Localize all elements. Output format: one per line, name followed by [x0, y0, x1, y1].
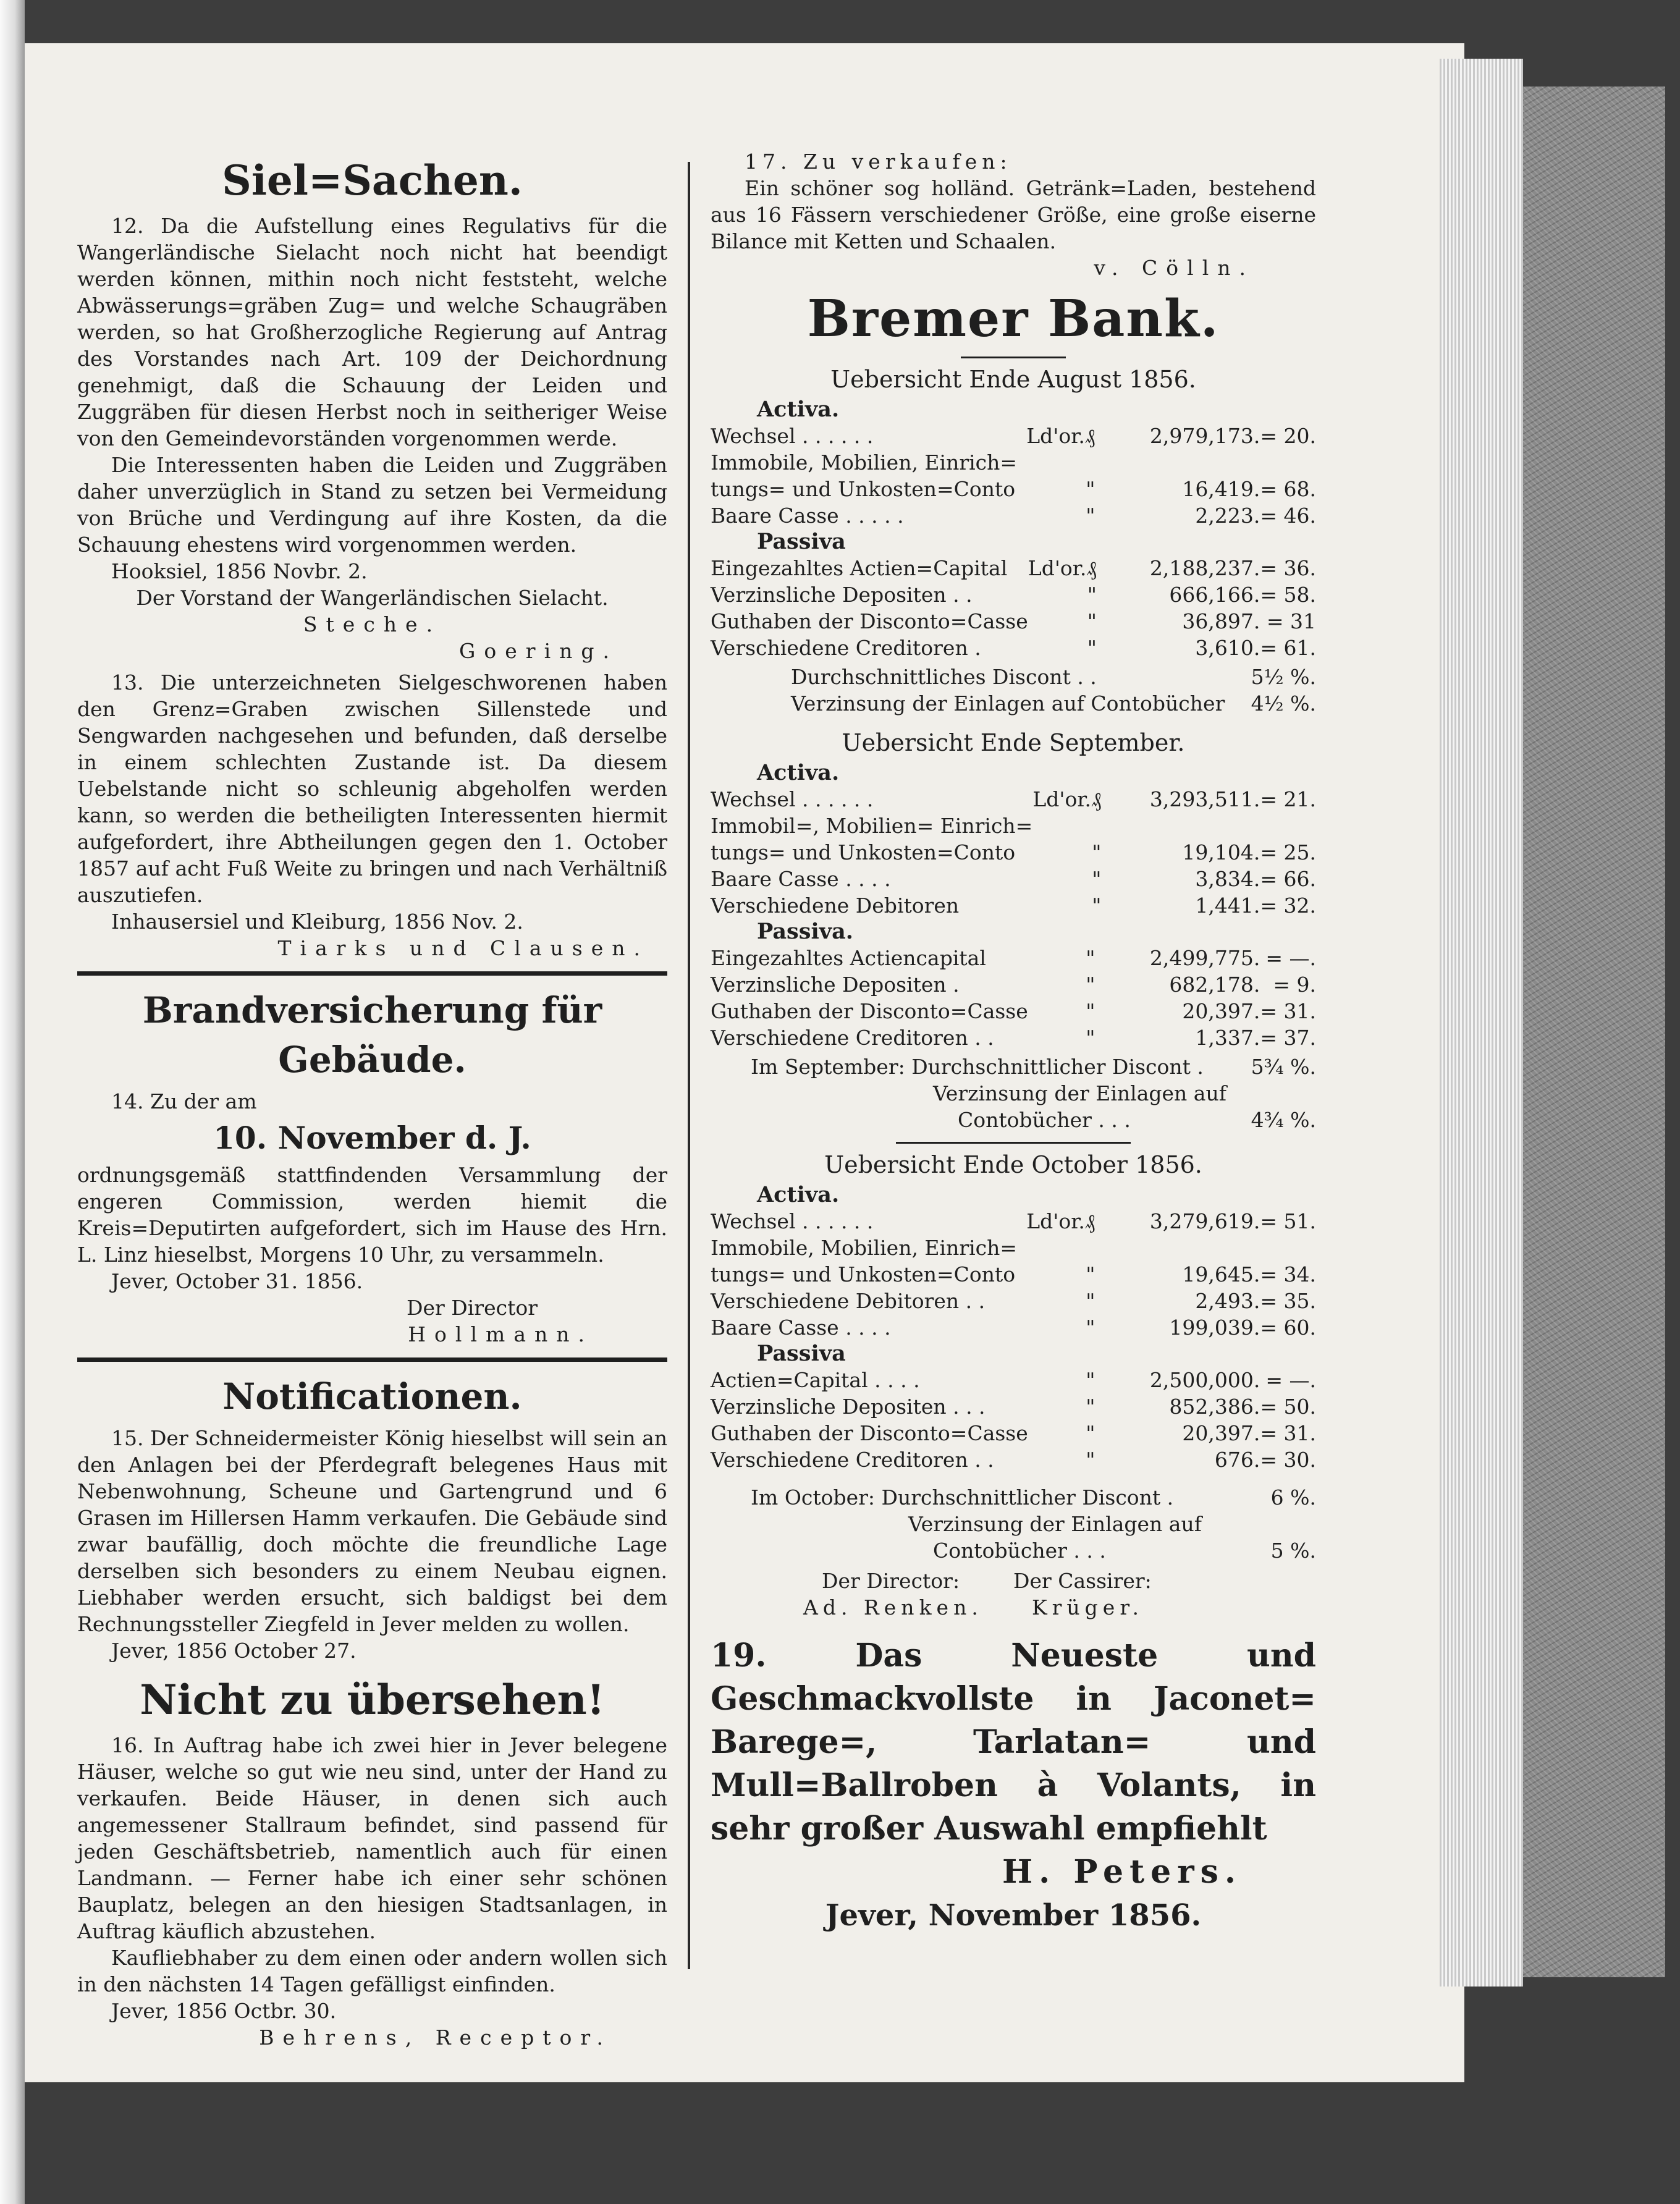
- ledger-amount: 682,178.: [1169, 973, 1260, 997]
- note-label: Verzinsung der Einlagen auf: [933, 1081, 1226, 1105]
- ledger-label: tungs= und Unkosten=Conto: [711, 1262, 1016, 1286]
- ledger-amount: 20,397.: [1182, 1421, 1260, 1445]
- ledger-fraction: = 58.: [1260, 583, 1316, 607]
- bank-title: Bremer Bank.: [807, 289, 1220, 348]
- ledger-row: [711, 1393, 1316, 1420]
- section-title: Notificationen.: [222, 1375, 522, 1417]
- note-value: 5¾ %.: [1251, 1055, 1316, 1079]
- ledger-row: [711, 1024, 1316, 1051]
- ledger-currency: Ld'or.₰: [1032, 787, 1102, 811]
- notice-organization: Der Vorstand der Wangerländischen Sielacht.: [136, 586, 609, 610]
- ledger-fraction: = 30.: [1260, 1448, 1316, 1472]
- notice-place-date: Jever, 1856 October 27.: [111, 1639, 357, 1663]
- activa-label: Activa.: [757, 760, 840, 785]
- ledger-row: [711, 1446, 1316, 1473]
- signature-role: Der Cassirer:: [1013, 1569, 1152, 1593]
- note-value: 5 %.: [1270, 1539, 1316, 1563]
- ledger-fraction: = 35.: [1260, 1289, 1316, 1313]
- ledger-currency: [1026, 1235, 1102, 1261]
- ledger-label: Wechsel . . . . . .: [711, 424, 874, 448]
- balance-heading: Uebersicht Ende October 1856.: [824, 1151, 1202, 1178]
- ledger-currency: [1026, 449, 1102, 476]
- activa-table: [711, 1208, 1316, 1341]
- note-row: [711, 1511, 1316, 1537]
- ledger-currency: [1032, 813, 1108, 839]
- signature: Tiarks und Clausen.: [277, 936, 649, 960]
- notice-16-continued: Kaufliebhaber zu dem einen oder andern wollen sich in den nächsten 14 Tagen gefälligst einfinden.: [77, 1946, 667, 1996]
- ledger-currency: ": [1086, 999, 1095, 1023]
- activa-label: Activa.: [757, 397, 840, 422]
- column-divider: [688, 162, 690, 1969]
- ledger-amount: 2,979,173.: [1149, 424, 1260, 448]
- page-edges: [1440, 59, 1523, 1987]
- notice-15: 15. Der Schneidermeister König hieselbst will sein an den Anlagen bei der Pferdegraft belegenes Haus mit Nebenwohnung, Scheune und Gartengrund und 6 Grasen im Hillersen Hamm verkaufen. Die Gebäude sind zwar baufällig, doch möchte die freundliche Lage derselben sich besonders zu einem Neubau eignen. Liebhaber werden ersucht, sich baldigst bei dem Rechnungssteller Ziegfeld in Jever melden zu wollen.: [77, 1426, 668, 1636]
- ledger-row: [711, 839, 1316, 866]
- ledger-label: Guthaben der Disconto=Casse: [711, 1421, 1028, 1445]
- ledger-label: Guthaben der Disconto=Casse: [711, 999, 1028, 1023]
- ledger-amount: 1,441.: [1195, 893, 1260, 918]
- advertisement-footer: Jever, November 1856.: [825, 1898, 1202, 1933]
- ledger-label: Verschiedene Debitoren . .: [711, 1289, 986, 1313]
- ledger-fraction: = 50.: [1260, 1395, 1316, 1419]
- ledger-amount: 16,419.: [1182, 477, 1260, 501]
- ledger-amount: 36,897.: [1182, 609, 1260, 633]
- balance-september: [711, 725, 1316, 1133]
- book-cover: [1523, 87, 1665, 1977]
- notice-14-intro: 14. Zu der am: [111, 1089, 257, 1113]
- ledger-currency: ": [1087, 609, 1097, 633]
- ledger-row: [711, 1208, 1316, 1235]
- ledger-label: Immobil=, Mobilien= Einrich=: [711, 814, 1033, 838]
- passiva-table: [711, 1367, 1316, 1473]
- notice-12-continued: Die Interessenten haben die Leiden und Zuggräben daher unverzüglich in Stand zu setzen bei Vermeidung von Brüche und Verdingung auf ihre Kosten, da die Schauung ehestens wird vorgenommen werden.: [77, 453, 667, 557]
- ledger-fraction: = 66.: [1260, 867, 1316, 891]
- ledger-fraction: [1260, 1235, 1316, 1261]
- binding-edge: [0, 0, 25, 2204]
- ledger-amount: [1102, 449, 1260, 476]
- ledger-amount: 2,499,775.: [1149, 946, 1260, 970]
- ledger-fraction: = 31: [1266, 609, 1316, 633]
- ledger-label: Verzinsliche Depositen .: [711, 973, 960, 997]
- ledger-row: [711, 1235, 1316, 1261]
- note-value: 5½ %.: [1251, 665, 1316, 689]
- ledger-amount: [1102, 1235, 1260, 1261]
- balance-august: [711, 362, 1316, 717]
- section-rule: [77, 1357, 667, 1362]
- title-rule: [961, 357, 1066, 358]
- signature: Hollmann.: [408, 1322, 593, 1346]
- ledger-currency: ": [1086, 1026, 1095, 1050]
- ledger-fraction: = 34.: [1260, 1262, 1316, 1286]
- note-label: Durchschnittliches Discont . .: [791, 665, 1097, 689]
- ledger-amount: 1,337.: [1195, 1026, 1260, 1050]
- ledger-currency: ": [1092, 893, 1102, 918]
- ledger-row: [711, 555, 1316, 581]
- ledger-row: [711, 581, 1316, 608]
- ledger-fraction: = 31.: [1260, 999, 1316, 1023]
- ledger-fraction: = 21.: [1260, 787, 1316, 811]
- notice-17: [711, 148, 1316, 281]
- section-title: Brandversicherung für Gebäude.: [142, 989, 602, 1081]
- ledger-amount: 19,645.: [1182, 1262, 1260, 1286]
- notice-17-text: Ein schöner sog holländ. Getränk=Laden, bestehend aus 16 Fässern verschiedener Größe, eine große eiserne Bilance mit Ketten und Schaalen.: [711, 176, 1316, 253]
- ledger-label: Actien=Capital . . . .: [711, 1368, 920, 1392]
- note-label: Verzinsung der Einlagen auf: [908, 1512, 1202, 1536]
- notice-16: 16. In Auftrag habe ich zwei hier in Jever belegene Häuser, welche so gut wie neu sind, unter der Hand zu verkaufen. Beide Häuser, in denen sich auch angemessener Stallraum befindet, sind passend für jeden Geschäftsbetrieb, namentlich auch für einen Landmann. — Ferner habe ich einer sehr schönen Bauplatz, belegen an den hiesigen Stadtsanlagen, in Auftrag käuflich abzustehen.: [77, 1733, 667, 1943]
- note-value: 4½ %.: [1251, 691, 1316, 716]
- meeting-date: 10. November d. J.: [213, 1120, 531, 1156]
- ledger-row: [711, 945, 1316, 971]
- ledger-currency: ": [1086, 946, 1095, 970]
- ledger-amount: 20,397.: [1182, 999, 1260, 1023]
- section-siel-sachen: [77, 152, 667, 664]
- ledger-label: Wechsel . . . . . .: [711, 1209, 874, 1233]
- ledger-fraction: = 20.: [1260, 424, 1316, 448]
- ledger-currency: ": [1086, 1368, 1095, 1392]
- note-row: [711, 690, 1316, 717]
- ledger-label: Eingezahltes Actiencapital: [711, 946, 986, 970]
- ledger-fraction: = 36.: [1260, 556, 1316, 580]
- ledger-currency: ": [1086, 1315, 1095, 1340]
- activa-label: Activa.: [757, 1182, 840, 1207]
- ledger-currency: ": [1086, 973, 1095, 997]
- notice-14-text: ordnungsgemäß stattfindenden Versammlung der engeren Commission, werden hiemit die Kreis=Deputirten aufgefordert, sich im Hause des Hrn. L. Linz hieselbst, Morgens 10 Uhr, zu versammeln.: [77, 1163, 667, 1267]
- signature: Steche.: [303, 612, 442, 636]
- ledger-fraction: [1260, 449, 1316, 476]
- note-row: [711, 1484, 1316, 1511]
- section-notificationen: [77, 1372, 667, 1664]
- notice-place-date: Jever, 1856 Octbr. 30.: [111, 1999, 337, 2023]
- section-brandversicherung: [77, 986, 667, 1348]
- ledger-currency: ": [1086, 1421, 1095, 1445]
- ledger-label: Verzinsliche Depositen . . .: [711, 1395, 986, 1419]
- ledger-amount: 2,188,237.: [1149, 556, 1260, 580]
- ledger-row: [711, 813, 1316, 839]
- ledger-label: Guthaben der Disconto=Casse: [711, 609, 1028, 633]
- advertisement-text: 19. Das Neueste und Geschmackvollste in Jaconet= Barege=, Tarlatan= und Mull=Ballroben à Volants, in sehr großer Auswahl empfiehlt: [711, 1637, 1316, 1847]
- left-column: [77, 148, 667, 2051]
- ledger-amount: 3,834.: [1195, 867, 1260, 891]
- ledger-label: Verschiedene Debitoren: [711, 893, 960, 918]
- ledger-currency: ": [1087, 636, 1097, 660]
- ledger-amount: 666,166.: [1169, 583, 1260, 607]
- ledger-fraction: = 9.: [1273, 973, 1316, 997]
- section-nicht-zu-uebersehen: [77, 1671, 667, 2051]
- section-rule: [77, 971, 667, 976]
- note-row: [711, 1537, 1316, 1564]
- passiva-table: [711, 555, 1316, 661]
- ledger-amount: 676.: [1214, 1448, 1260, 1472]
- note-label: Im September: Durchschnittlicher Discont .: [751, 1055, 1204, 1079]
- signature: Ad. Renken.: [803, 1595, 983, 1619]
- note-row: [711, 1053, 1316, 1080]
- ledger-row: [711, 635, 1316, 661]
- ledger-fraction: = 32.: [1260, 893, 1316, 918]
- ledger-amount: 3,293,511.: [1149, 787, 1260, 811]
- ledger-label: Baare Casse . . . .: [711, 867, 891, 891]
- passiva-table: [711, 945, 1316, 1051]
- ledger-label: Verschiedene Creditoren . .: [711, 1448, 994, 1472]
- passiva-label: Passiva: [757, 1341, 846, 1366]
- ledger-fraction: = 31.: [1260, 1421, 1316, 1445]
- notice-17-head: 17. Zu verkaufen:: [745, 150, 1012, 174]
- ledger-label: Baare Casse . . . .: [711, 1315, 891, 1340]
- ledger-fraction: = —.: [1265, 1368, 1316, 1392]
- ledger-row: [711, 502, 1316, 529]
- ledger-row: [711, 449, 1316, 476]
- ledger-row: [711, 476, 1316, 502]
- ledger-row: [711, 1261, 1316, 1288]
- ledger-currency: Ld'or.₰: [1026, 1209, 1095, 1233]
- ledger-label: Baare Casse . . . . .: [711, 504, 904, 528]
- ledger-fraction: = 46.: [1260, 504, 1316, 528]
- separator-rule: [896, 1142, 1131, 1144]
- ledger-row: [711, 892, 1316, 919]
- passiva-label: Passiva.: [757, 919, 853, 944]
- note-row: [711, 1107, 1316, 1133]
- signature: Behrens, Receptor.: [259, 2025, 612, 2050]
- ledger-currency: Ld'or.₰: [1026, 424, 1095, 448]
- ledger-row: [711, 1420, 1316, 1446]
- balance-heading: Uebersicht Ende September.: [842, 729, 1185, 756]
- ledger-label: Verschiedene Creditoren .: [711, 636, 981, 660]
- activa-table: [711, 423, 1316, 529]
- ledger-label: Verschiedene Creditoren . .: [711, 1026, 994, 1050]
- ledger-row: [711, 998, 1316, 1024]
- ledger-label: Immobile, Mobilien, Einrich=: [711, 450, 1018, 475]
- signature-role: Der Director:: [822, 1569, 960, 1593]
- ledger-fraction: = 37.: [1260, 1026, 1316, 1050]
- ledger-currency: ": [1087, 583, 1097, 607]
- right-column: [711, 148, 1316, 1937]
- ledger-amount: 2,500,000.: [1149, 1368, 1260, 1392]
- ledger-amount: 19,104.: [1182, 840, 1260, 864]
- ledger-currency: ": [1086, 1448, 1095, 1472]
- ledger-currency: ": [1086, 1262, 1095, 1286]
- notice-place-date: Inhausersiel und Kleiburg, 1856 Nov. 2.: [111, 910, 523, 934]
- note-label: Contobücher . . .: [958, 1108, 1131, 1132]
- ledger-label: Verzinsliche Depositen . .: [711, 583, 973, 607]
- notice-13: [77, 669, 667, 961]
- section-title: Nicht zu übersehen!: [140, 1676, 605, 1724]
- ledger-row: [711, 1367, 1316, 1393]
- discount-notes: [711, 664, 1316, 717]
- ledger-fraction: = 51.: [1260, 1209, 1316, 1233]
- ledger-amount: 852,386.: [1169, 1395, 1260, 1419]
- ledger-row: [711, 786, 1316, 813]
- ledger-amount: 199,039.: [1169, 1315, 1260, 1340]
- signature-role: Der Director: [407, 1296, 538, 1320]
- passiva-label: Passiva: [757, 529, 846, 554]
- ledger-label: tungs= und Unkosten=Conto: [711, 840, 1016, 864]
- ledger-amount: 3,610.: [1195, 636, 1260, 660]
- ledger-row: [711, 1288, 1316, 1314]
- ledger-currency: ": [1092, 840, 1102, 864]
- ledger-currency: ": [1086, 1395, 1095, 1419]
- ledger-label: tungs= und Unkosten=Conto: [711, 477, 1016, 501]
- discount-notes: [711, 1053, 1316, 1133]
- note-label: Im October: Durchschnittlicher Discont .: [751, 1485, 1174, 1509]
- ledger-fraction: = 68.: [1260, 477, 1316, 501]
- signature: H. Peters.: [1002, 1853, 1242, 1891]
- ledger-fraction: = —.: [1265, 946, 1316, 970]
- section-title: Siel=Sachen.: [222, 156, 523, 205]
- note-label: Contobücher . . .: [933, 1539, 1106, 1563]
- note-value: 4¾ %.: [1251, 1108, 1316, 1132]
- discount-notes: [711, 1484, 1316, 1564]
- ledger-fraction: = 25.: [1260, 840, 1316, 864]
- note-value: 6 %.: [1270, 1485, 1316, 1509]
- ledger-currency: Ld'or.₰: [1028, 556, 1097, 580]
- ledger-row: [711, 971, 1316, 998]
- ledger-fraction: = 61.: [1260, 636, 1316, 660]
- ledger-currency: ": [1092, 867, 1102, 891]
- ledger-currency: ": [1086, 477, 1095, 501]
- signature: Goering.: [459, 639, 618, 663]
- ledger-label: Wechsel . . . . . .: [711, 787, 874, 811]
- ledger-row: [711, 423, 1316, 449]
- ledger-row: [711, 608, 1316, 635]
- ledger-amount: [1108, 813, 1260, 839]
- ledger-label: Eingezahltes Actien=Capital: [711, 556, 1008, 580]
- ledger-fraction: = 60.: [1260, 1315, 1316, 1340]
- notice-12: 12. Da die Aufstellung eines Regulativs für die Wangerländische Sielacht noch nicht hat beendigt werden können, mithin noch nicht feststeht, welche Abwässerungs=gräben Zug= und welche Schaugräben werden, so hat Großherzogliche Regierung auf Antrag des Vorstandes nach Art. 109 der Deichordnung genehmigt, daß die Schauung der Leiden und Zuggräben für diesen Herbst noch in seitheriger Weise von den Gemeindevorständen vorgenommen werde.: [77, 214, 667, 450]
- ledger-row: [711, 1314, 1316, 1341]
- balance-heading: Uebersicht Ende August 1856.: [830, 366, 1196, 393]
- ledger-currency: ": [1086, 1289, 1095, 1313]
- ledger-amount: 2,223.: [1195, 504, 1260, 528]
- activa-table: [711, 786, 1316, 919]
- ledger-amount: 3,279,619.: [1149, 1209, 1260, 1233]
- bank-signatures: [711, 1568, 1316, 1621]
- notice-13-text: 13. Die unterzeichneten Sielgeschworenen haben den Grenz=Graben zwischen Sillenstede und Sengwarden nachgesehen und befunden, daß derselbe in einem schlechten Zustande ist. Da diesem Uebelstande nicht so schleunig abgeholfen werden kann, so werden die betheiligten Interessenten hiermit aufgefordert, ihre Abtheilungen gegen den 1. October 1857 auf acht Fuß Weite zu bringen und nach Verhältniß auszutiefen.: [77, 670, 667, 907]
- signature: v. Cölln.: [1094, 256, 1254, 280]
- ledger-fraction: [1260, 813, 1316, 839]
- ledger-row: [711, 866, 1316, 892]
- notice-place-date: Hooksiel, 1856 Novbr. 2.: [111, 559, 368, 583]
- balance-october: [711, 1147, 1316, 1564]
- note-row: [711, 664, 1316, 690]
- signature: Krüger.: [1032, 1595, 1144, 1619]
- ledger-amount: 2,493.: [1195, 1289, 1260, 1313]
- ledger-label: Immobile, Mobilien, Einrich=: [711, 1236, 1018, 1260]
- ledger-currency: ": [1086, 504, 1095, 528]
- notice-19: [711, 1634, 1316, 1937]
- note-row: [711, 1080, 1316, 1107]
- notice-place-date: Jever, October 31. 1856.: [111, 1269, 363, 1293]
- note-label: Verzinsung der Einlagen auf Contobücher: [791, 691, 1225, 716]
